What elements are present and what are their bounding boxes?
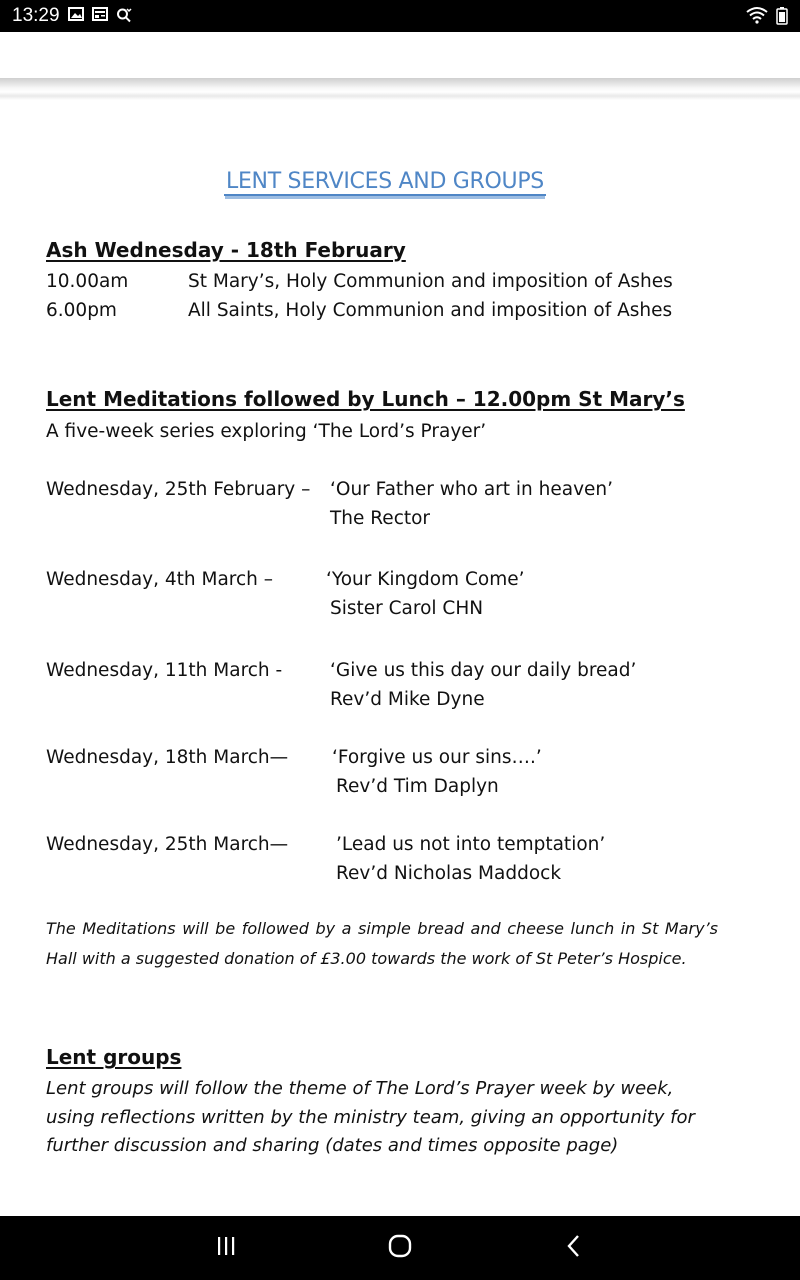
meditation-theme: ‘Your Kingdom Come’: [326, 569, 525, 590]
meditation-date: Wednesday, 25th March—: [46, 834, 289, 855]
ash-wednesday-heading: Ash Wednesday - 18th February: [46, 238, 406, 262]
meditation-date: Wednesday, 18th March—: [46, 747, 289, 768]
wifi-icon: [746, 6, 768, 29]
toolbar-divider: [0, 78, 800, 100]
meditation-date: Wednesday, 4th March –: [46, 569, 274, 590]
back-icon: [566, 1234, 582, 1263]
service-time: 6.00pm: [46, 300, 117, 321]
meditations-heading: Lent Meditations followed by Lunch – 12.00pm St Mary’s: [46, 387, 685, 411]
meditation-speaker: Rev’d Nicholas Maddock: [336, 863, 562, 884]
navigation-bar: [0, 1216, 800, 1280]
news-icon: [92, 7, 108, 26]
meditation-speaker: Rev’d Mike Dyne: [330, 689, 485, 710]
search-icon: [116, 7, 132, 28]
image-icon: [68, 7, 84, 26]
meditation-theme: ‘Give us this day our daily bread’: [330, 660, 637, 681]
lent-groups-heading: Lent groups: [46, 1045, 182, 1069]
document-title: LENT SERVICES AND GROUPS: [226, 169, 544, 194]
meditation-speaker: Sister Carol CHN: [330, 598, 484, 619]
toolbar-area: [0, 32, 800, 78]
meditation-theme: ’Lead us not into temptation’: [336, 834, 606, 855]
service-description: St Mary’s, Holy Communion and imposition of Ashes: [188, 271, 673, 292]
meditation-speaker: The Rector: [330, 508, 431, 529]
service-description: All Saints, Holy Communion and imposition of Ashes: [188, 300, 673, 321]
service-time: 10.00am: [46, 271, 129, 292]
home-icon: [387, 1233, 413, 1264]
home-button[interactable]: [360, 1216, 440, 1280]
meditation-speaker: Rev’d Tim Daplyn: [336, 776, 499, 797]
status-bar: [0, 0, 800, 32]
document-page: [0, 100, 800, 1216]
back-button[interactable]: [534, 1216, 614, 1280]
status-time: 13:29: [12, 5, 60, 26]
meditations-note: The Meditations will be followed by a simple bread and cheese lunch in St Mary’s Hall with a suggested donation of £3.00 towards the work of St Peter’s Hospice.: [46, 919, 718, 968]
lent-groups-text: Lent groups will follow the theme of The Lord’s Prayer week by week, using reflections written by the ministry team, giving an opportunity for further discussion and sharing (dates and times opposite page): [46, 1078, 695, 1156]
recents-icon: [215, 1236, 237, 1261]
battery-icon: [776, 7, 788, 30]
meditation-date: Wednesday, 25th February –: [46, 479, 311, 500]
recents-button[interactable]: [186, 1216, 266, 1280]
meditation-theme: ‘Our Father who art in heaven’: [330, 479, 614, 500]
meditation-date: Wednesday, 11th March -: [46, 660, 283, 681]
meditations-subtitle: A five-week series exploring ‘The Lord’s Prayer’: [46, 421, 487, 442]
meditation-theme: ‘Forgive us our sins….’: [332, 747, 542, 768]
